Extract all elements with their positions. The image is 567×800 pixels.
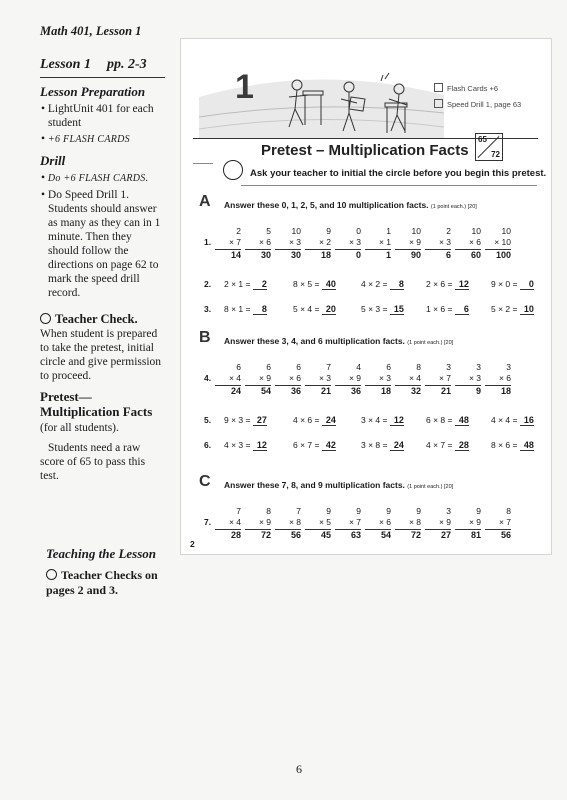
vertical-problem — [245, 506, 271, 541]
instruction-underline — [241, 185, 537, 186]
horizontal-problem — [224, 440, 267, 451]
answer: 12 — [455, 279, 469, 290]
answer: 48 — [455, 415, 469, 426]
pretest-title: Pretest – Multiplication Facts — [261, 142, 469, 159]
lesson-big-number: 1 — [235, 68, 254, 106]
multiplier: × 2 — [318, 237, 331, 247]
answer: 60 — [470, 250, 481, 260]
circle-icon — [46, 569, 57, 580]
vertical-problem — [365, 506, 391, 541]
row-label: 1. — [204, 237, 212, 247]
multiplier: × 8 — [288, 517, 301, 527]
answer: 32 — [410, 386, 421, 396]
multiplier: × 7 — [348, 517, 361, 527]
answer: 12 — [390, 415, 404, 426]
answer: 28 — [230, 530, 241, 540]
vertical-problem — [275, 362, 301, 397]
multiplier: × 9 — [468, 517, 481, 527]
multiplicand: 9 — [326, 506, 331, 516]
horizontal-problem — [491, 440, 534, 451]
drill-item: • Do +6 FLASH CARDS. — [41, 172, 149, 184]
horizontal-problem — [361, 415, 404, 426]
answer: 6 — [455, 304, 469, 315]
horizontal-problem — [293, 304, 336, 315]
answer: 72 — [260, 530, 271, 540]
multiplier: × 4 — [228, 517, 241, 527]
section-instruction: Answer these 3, 4, and 6 multiplication facts. (1 point each.) [20] — [224, 336, 454, 346]
equation: 6 × 7 = — [293, 440, 320, 450]
vertical-problem — [395, 362, 421, 397]
answer: 2 — [253, 279, 267, 290]
teaching-section — [46, 542, 176, 598]
equation: 2 × 6 = — [426, 279, 453, 289]
answer: 6 — [445, 250, 451, 260]
answer: 24 — [390, 440, 404, 451]
section-letter: C — [199, 473, 211, 490]
teacher-check-text: When student is prepared to take the pretest, initial circle and give permission to proceed. — [40, 328, 162, 382]
prep-item: • +6 FLASH CARDS — [41, 133, 130, 145]
multiplier: × 3 — [438, 237, 451, 247]
checklist-item: Speed Drill 1, page 63 — [434, 99, 521, 109]
answer: 45 — [320, 530, 331, 540]
vertical-problem — [455, 226, 481, 261]
answer: 21 — [440, 386, 451, 396]
horizontal-problem — [491, 415, 534, 426]
drill-heading: Drill — [40, 153, 66, 168]
answer: 15 — [390, 304, 404, 315]
row-label: 5. — [204, 415, 212, 425]
multiplicand: 7 — [296, 506, 301, 516]
equation: 9 × 0 = — [491, 279, 518, 289]
answer: 27 — [440, 530, 451, 540]
multiplier: × 6 — [498, 373, 511, 383]
answer: 9 — [475, 386, 481, 396]
multiplier: × 1 — [378, 237, 391, 247]
answer: 90 — [410, 250, 421, 260]
horizontal-problem — [293, 279, 336, 290]
multiplicand: 6 — [296, 362, 301, 372]
answer: 12 — [253, 440, 267, 451]
multiplier: × 6 — [258, 237, 271, 247]
page-folio: 6 — [296, 762, 302, 776]
checkbox-icon — [434, 83, 443, 92]
multiplicand: 0 — [356, 226, 361, 236]
horizontal-problem — [426, 440, 469, 451]
teacher-check-heading: Teacher Check. — [40, 312, 165, 327]
answer: 24 — [230, 386, 241, 396]
answer: 24 — [322, 415, 336, 426]
equation: 3 × 4 = — [361, 415, 388, 425]
row-label: 4. — [204, 373, 212, 383]
lesson-label: Lesson 1 — [40, 57, 91, 72]
answer: 16 — [520, 415, 534, 426]
vertical-problem — [335, 506, 361, 541]
multiplicand: 9 — [326, 226, 331, 236]
circle-icon — [40, 313, 51, 324]
multiplier: × 4 — [408, 373, 421, 383]
multiplier: × 9 — [258, 517, 271, 527]
multiplier: × 10 — [494, 237, 511, 247]
answer: 72 — [410, 530, 421, 540]
teacher-checks-note: Teacher Checks on pages 2 and 3. — [46, 568, 158, 597]
horizontal-problem — [224, 415, 267, 426]
horizontal-problem — [491, 279, 534, 290]
multiplier: × 9 — [408, 237, 421, 247]
answer: 81 — [470, 530, 481, 540]
horizontal-problem — [426, 304, 469, 315]
answer: 28 — [455, 440, 469, 451]
answer: 56 — [500, 530, 511, 540]
lesson-preparation-heading: Lesson Preparation — [40, 84, 146, 99]
multiplicand: 3 — [446, 362, 451, 372]
multiplier: × 3 — [378, 373, 391, 383]
answer: 30 — [290, 250, 301, 260]
multiplicand: 9 — [356, 506, 361, 516]
horizontal-problem — [361, 304, 404, 315]
equation: 4 × 7 = — [426, 440, 453, 450]
vertical-problem — [425, 362, 451, 397]
vertical-problem — [365, 226, 391, 261]
multiplicand: 6 — [236, 362, 241, 372]
prep-item: • LightUnit 401 for each student — [41, 103, 154, 129]
vertical-problem — [395, 506, 421, 541]
vertical-problem — [275, 506, 301, 541]
multiplicand: 10 — [501, 226, 511, 236]
equation: 4 × 6 = — [293, 415, 320, 425]
multiplicand: 1 — [386, 226, 391, 236]
multiplicand: 10 — [291, 226, 301, 236]
multiplier: × 3 — [468, 373, 481, 383]
answer: 10 — [520, 304, 534, 315]
points-note: (1 point each.) [20] — [430, 204, 477, 210]
answer: 20 — [322, 304, 336, 315]
score-earned: 65 — [478, 135, 487, 144]
multiplier: × 9 — [258, 373, 271, 383]
horizontal-problem — [361, 279, 404, 290]
multiplier: × 3 — [288, 237, 301, 247]
vertical-problem — [425, 226, 451, 261]
vertical-problem — [245, 226, 271, 261]
answer: 1 — [385, 250, 391, 260]
vertical-problem — [305, 226, 331, 261]
instruction-rule — [193, 163, 213, 164]
equation: 3 × 8 = — [361, 440, 388, 450]
answer: 36 — [350, 386, 361, 396]
points-note: (1 point each.) [20] — [407, 484, 454, 490]
equation: 8 × 6 = — [491, 440, 518, 450]
row-label: 2. — [204, 279, 212, 289]
vertical-problem — [215, 226, 241, 261]
section-letter: B — [199, 329, 211, 346]
answer: 18 — [380, 386, 391, 396]
horizontal-problem — [224, 304, 267, 315]
multiplier: × 7 — [228, 237, 241, 247]
multiplicand: 7 — [326, 362, 331, 372]
multiplicand: 2 — [446, 226, 451, 236]
section-instruction: Answer these 0, 1, 2, 5, and 10 multiplication facts. (1 point each.) [20] — [224, 200, 477, 210]
row-label: 3. — [204, 304, 212, 314]
answer: 0 — [520, 279, 534, 290]
multiplicand: 6 — [266, 362, 271, 372]
multiplicand: 7 — [236, 506, 241, 516]
horizontal-problem — [426, 279, 469, 290]
vertical-problem — [335, 226, 361, 261]
equation: 5 × 3 = — [361, 304, 388, 314]
equation: 2 × 1 = — [224, 279, 251, 289]
answer: 56 — [290, 530, 301, 540]
vertical-problem — [275, 226, 301, 261]
equation: 5 × 4 = — [293, 304, 320, 314]
horizontal-problem — [361, 440, 404, 451]
multiplicand: 2 — [236, 226, 241, 236]
teacher-notes-column — [40, 20, 165, 483]
multiplicand: 9 — [476, 506, 481, 516]
equation: 5 × 2 = — [491, 304, 518, 314]
equation: 1 × 6 = — [426, 304, 453, 314]
lesson-title — [40, 57, 165, 73]
points-note: (1 point each.) [20] — [407, 340, 454, 346]
multiplier: × 9 — [348, 373, 361, 383]
answer: 63 — [350, 530, 361, 540]
multiplier: × 3 — [318, 373, 331, 383]
vertical-problem — [455, 506, 481, 541]
multiplier: × 5 — [318, 517, 331, 527]
multiplicand: 5 — [266, 226, 271, 236]
pretest-heading: Pretest—Multiplication Facts (for all students). — [40, 389, 153, 434]
equation: 4 × 2 = — [361, 279, 388, 289]
vertical-problem — [215, 506, 241, 541]
worksheet-page — [180, 38, 552, 555]
multiplicand: 9 — [416, 506, 421, 516]
vertical-problem — [455, 362, 481, 397]
vertical-problem — [335, 362, 361, 397]
divider-rule — [40, 77, 165, 78]
multiplicand: 3 — [476, 362, 481, 372]
score-total: 72 — [491, 150, 500, 159]
equation: 8 × 1 = — [224, 304, 251, 314]
vertical-problem — [305, 362, 331, 397]
horizontal-problem — [426, 415, 469, 426]
row-label: 7. — [204, 517, 212, 527]
answer: 54 — [380, 530, 391, 540]
pretest-instruction: Ask your teacher to initial the circle before you begin this pretest. — [250, 168, 547, 179]
multiplicand: 6 — [386, 362, 391, 372]
multiplier: × 4 — [228, 373, 241, 383]
lesson-pages: pp. 2-3 — [106, 57, 147, 72]
multiplier: × 9 — [438, 517, 451, 527]
score-note: Students need a raw score of 65 to pass this test. — [40, 442, 146, 482]
vertical-problem — [305, 506, 331, 541]
multiplicand: 4 — [356, 362, 361, 372]
multiplicand: 10 — [411, 226, 421, 236]
horizontal-problem — [491, 304, 534, 315]
multiplier: × 6 — [288, 373, 301, 383]
teaching-heading: Teaching the Lesson — [46, 546, 157, 561]
running-head: Math 401, Lesson 1 — [40, 24, 142, 38]
vertical-problem — [395, 226, 421, 261]
answer: 48 — [520, 440, 534, 451]
answer: 18 — [320, 250, 331, 260]
multiplier: × 6 — [378, 517, 391, 527]
multiplier: × 7 — [498, 517, 511, 527]
horizontal-problem — [293, 415, 336, 426]
equation: 4 × 3 = — [224, 440, 251, 450]
multiplicand: 10 — [471, 226, 481, 236]
score-box — [475, 133, 503, 161]
equation: 4 × 4 = — [491, 415, 518, 425]
vertical-problem — [425, 506, 451, 541]
horizontal-problem — [293, 440, 336, 451]
answer: 8 — [390, 279, 404, 290]
answer: 14 — [230, 250, 241, 260]
row-label: 6. — [204, 440, 212, 450]
multiplier: × 8 — [408, 517, 421, 527]
answer: 100 — [495, 250, 511, 260]
answer: 8 — [253, 304, 267, 315]
equation: 6 × 8 = — [426, 415, 453, 425]
multiplicand: 3 — [506, 362, 511, 372]
teacher-initial-circle — [223, 160, 243, 180]
multiplier: × 3 — [348, 237, 361, 247]
horizontal-problem — [224, 279, 267, 290]
equation: 8 × 5 = — [293, 279, 320, 289]
multiplier: × 6 — [468, 237, 481, 247]
drill-item: • Do Speed Drill 1. Students should answer as many as they can in 1 minute. Then they should follow the directions on page 62 to mark the speed drill record. — [41, 189, 161, 299]
multiplicand: 9 — [386, 506, 391, 516]
answer: 54 — [260, 386, 271, 396]
vertical-problem — [365, 362, 391, 397]
answer: 40 — [322, 279, 336, 290]
multiplicand: 3 — [446, 506, 451, 516]
vertical-problem — [245, 362, 271, 397]
answer: 42 — [322, 440, 336, 451]
checklist-item: Flash Cards +6 — [434, 83, 498, 93]
multiplicand: 8 — [266, 506, 271, 516]
multiplicand: 8 — [416, 362, 421, 372]
multiplicand: 8 — [506, 506, 511, 516]
checkbox-icon — [434, 99, 443, 108]
worksheet-page-number: 2 — [190, 539, 195, 549]
vertical-problem — [485, 506, 511, 541]
answer: 0 — [355, 250, 361, 260]
section-letter: A — [199, 193, 211, 210]
multiplier: × 7 — [438, 373, 451, 383]
answer: 30 — [260, 250, 271, 260]
answer: 21 — [320, 386, 331, 396]
section-instruction: Answer these 7, 8, and 9 multiplication facts. (1 point each.) [20] — [224, 480, 454, 490]
answer: 18 — [500, 386, 511, 396]
answer: 27 — [253, 415, 267, 426]
vertical-problem — [485, 362, 511, 397]
vertical-problem — [215, 362, 241, 397]
equation: 9 × 3 = — [224, 415, 251, 425]
vertical-problem — [485, 226, 511, 261]
answer: 36 — [290, 386, 301, 396]
